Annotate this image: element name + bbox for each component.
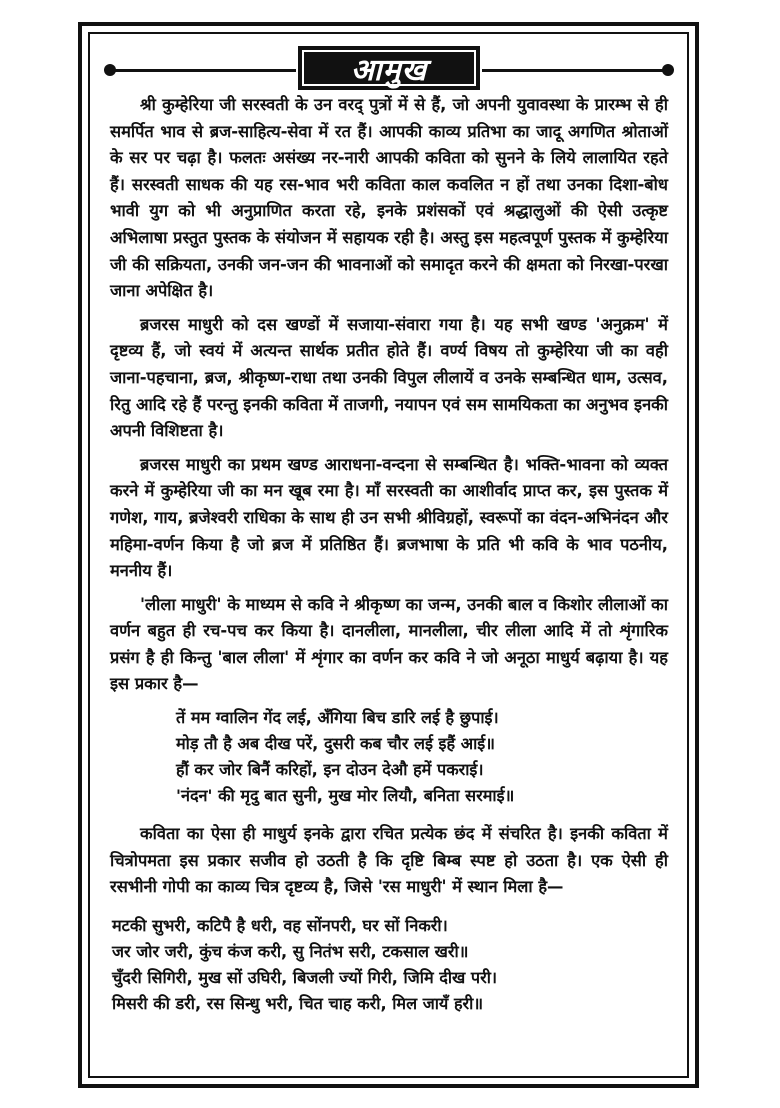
verse-line: मटकी सुभरी, कटिपै है धरी, वह सोंनपरी, घर सों निकरी। bbox=[112, 915, 448, 935]
title-rule-dot-left bbox=[104, 64, 116, 76]
verse-line: हौं कर जोर बिनैं करिहों, इन दोउन देऔ हमें पकराई। bbox=[176, 760, 484, 780]
paragraph: कविता का ऐसा ही माधुर्य इनके द्वारा रचित प्रत्येक छंद में संचरित है। इनकी कविता में चित्रोपमता इस प्रकार सजीव हो उठती है कि दृष्टि बिम्ब स्पष्ट हो उठता है। एक ऐसी ही रसभीनी गोपी का काव्य चित्र दृष्टव्य है, जिसे 'रस माधुरी' में स्थान मिला है— bbox=[110, 824, 668, 897]
verse-block-2 bbox=[112, 913, 668, 1017]
verse-block-1 bbox=[176, 705, 668, 809]
verse-line: चुँदरी सिगिरी, मुख सों उघिरी, बिजली ज्यों गिरी, जिमि दीख परी। bbox=[112, 967, 498, 987]
paragraph: ब्रजरस माधुरी को दस खण्डों में सजाया-संवारा गया है। यह सभी खण्ड 'अनुक्रम' में दृष्टव्य हैं, जो स्वयं में अत्यन्त सार्थक प्रतीत होते हैं। वर्ण्य विषय तो कुम्हेरिया जी का वही जाना-पहचाना, ब्रज, श्रीकृष्ण-राधा तथा उनकी विपुल लीलायें व उनके सम्बन्धित धाम, उत्सव, रितु आदि रहे हैं परन्तु इनकी कविता में ताजगी, नयापन एवं सम सामयिकता का अनुभव इनकी अपनी विशिष्टता है। bbox=[110, 314, 668, 441]
verse-line: 'नंदन' की मृदु बात सुनी, मुख मोर लियौ, बनिता सरमाई॥ bbox=[176, 786, 515, 806]
title-rule-dot-right bbox=[662, 64, 674, 76]
verse-line: मोड़ तौ है अब दीख परें, दुसरी कब चौर लई इहैं आई॥ bbox=[176, 734, 495, 754]
verse-line: जर जोर जरी, कुंच कंज करी, सु नितंभ सरी, टकसाल खरी॥ bbox=[112, 941, 469, 961]
title-rule-left bbox=[110, 69, 296, 72]
paragraph: ब्रजरस माधुरी का प्रथम खण्ड आराधना-वन्दना से सम्बन्धित है। भक्ति-भावना को व्यक्त करने में कुम्हेरिया जी का मन खूब रमा है। माँ सरस्वती का आशीर्वाद प्राप्त कर, इस पुस्तक में गणेश, गाय, ब्रजेश्वरी राधिका के साथ ही उन सभी श्रीविग्रहों, स्वरूपों का वंदन-अभिनंदन और महिमा-वर्णन किया है जो ब्रज में प्रतिष्ठित हैं। ब्रजभाषा के प्रति भी कवि के भाव पठनीय, मननीय हैं। bbox=[110, 454, 668, 581]
document-body bbox=[110, 92, 668, 1017]
paragraph: 'लीला माधुरी' के माध्यम से कवि ने श्रीकृष्ण का जन्म, उनकी बाल व किशोर लीलाओं का वर्णन बहुत ही रच-पच कर किया है। दानलीला, मानलीला, चीर लीला आदि में तो शृंगारिक प्रसंग है ही किन्तु 'बाल लीला' में शृंगार का वर्णन कर कवि ने जो अनूठा माधुर्य बढ़ाया है। यह इस प्रकार है— bbox=[110, 594, 668, 694]
verse-line: मिसरी की डरी, रस सिन्धु भरी, चित चाह करी, मिल जायँ हरी॥ bbox=[112, 993, 484, 1013]
title-rule-right bbox=[482, 69, 668, 72]
verse-line: तें मम ग्वालिन गेंद लई, अँगिया बिच डारि लई है छुपाई। bbox=[176, 708, 499, 728]
page-title: आमुख bbox=[298, 46, 480, 90]
paragraph: श्री कुम्हेरिया जी सरस्वती के उन वरद् पुत्रों में से हैं, जो अपनी युवावस्था के प्रारम्भ से ही समर्पित भाव से ब्रज-साहित्य-सेवा में रत हैं। आपकी काव्य प्रतिभा का जादू अगणित श्रोताओं के सर पर चढ़ा है। फलतः असंख्य नर-नारी आपकी कविता को सुनने के लिये लालायित रहते हैं। सरस्वती साधक की यह रस-भाव भरी कविता काल कवलित न हों तथा उनका दिशा-बोध भावी युग को भी अनुप्राणित करता रहे, इनके प्रशंसकों एवं श्रद्धालुओं की ऐसी उत्कृष्ट अभिलाषा प्रस्तुत पुस्तक के संयोजन में सहायक रही है। अस्तु इस महत्वपूर्ण पुस्तक में कुम्हेरिया जी की सक्रियता, उनकी जन-जन की भावनाओं को समादृत करने की क्षमता को निरखा-परखा जाना अपेक्षित है। bbox=[110, 95, 668, 301]
